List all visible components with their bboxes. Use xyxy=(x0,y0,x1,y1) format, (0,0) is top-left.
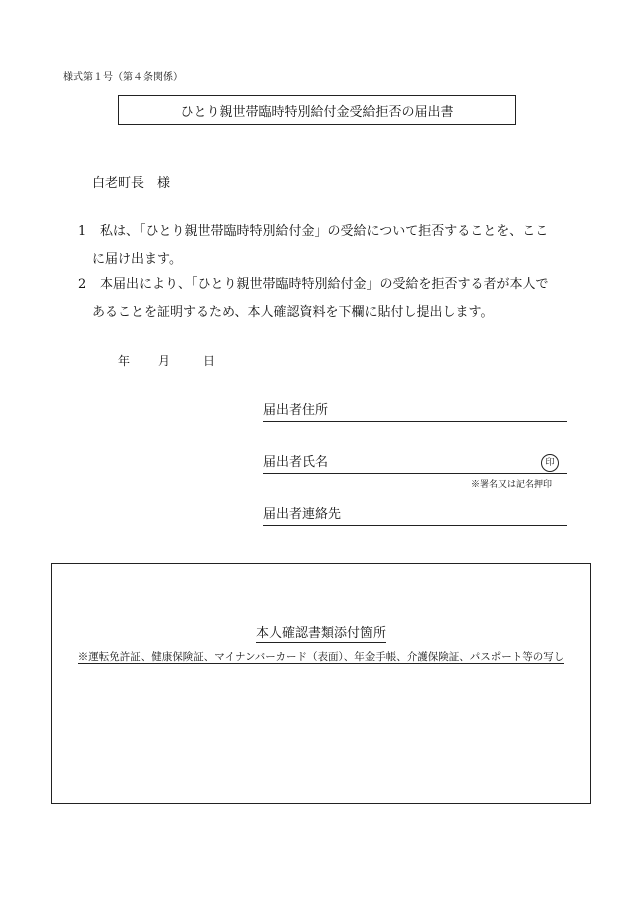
applicant-contact-field[interactable] xyxy=(263,505,567,526)
item-1-line-2: に届け出ます。 xyxy=(92,252,182,267)
attachment-note-row xyxy=(52,649,590,664)
item-1-text: 私は、「ひとり親世帯臨時特別給付金」の受給について拒否することを、ここ xyxy=(100,224,549,239)
document-title-box xyxy=(118,95,516,125)
item-2-line-2: あることを証明するため、本人確認資料を下欄に貼付し提出します。 xyxy=(92,305,494,320)
item-2-number: 2 xyxy=(78,277,87,292)
attachment-title-row xyxy=(52,622,590,641)
applicant-name-field[interactable] xyxy=(263,453,567,474)
item-1-line-1 xyxy=(78,218,548,246)
date-day: 日 xyxy=(203,354,216,368)
item-1-number: 1 xyxy=(78,224,87,239)
applicant-address-label: 届出者住所 xyxy=(263,403,329,418)
attachment-title: 本人確認書類添付箇所 xyxy=(255,626,386,641)
form-number: 様式第１号（第４条関係） xyxy=(63,72,183,83)
date-year: 年 xyxy=(118,354,131,368)
date-line xyxy=(118,352,215,369)
item-2-line-1 xyxy=(78,271,549,299)
seal-mark: 印 xyxy=(541,454,559,472)
attachment-note: ※運転免許証、健康保険証、マイナンバーカード（表面）、年金手帳、介護保険証、パスポート等の写し xyxy=(77,651,565,663)
item-2-text: 本届出により、「ひとり親世帯臨時特別給付金」の受給を拒否する者が本人で xyxy=(100,277,549,292)
applicant-name-label: 届出者氏名 xyxy=(263,455,329,470)
date-month: 月 xyxy=(158,354,171,368)
applicant-address-field[interactable] xyxy=(263,401,567,422)
document-title: ひとり親世帯臨時特別給付金受給拒否の届出書 xyxy=(180,104,454,120)
addressee: 白老町長 様 xyxy=(92,176,171,191)
id-document-attachment-area xyxy=(51,563,591,804)
applicant-contact-label: 届出者連絡先 xyxy=(263,507,342,522)
signature-note: ※署名又は記名押印 xyxy=(471,480,553,490)
